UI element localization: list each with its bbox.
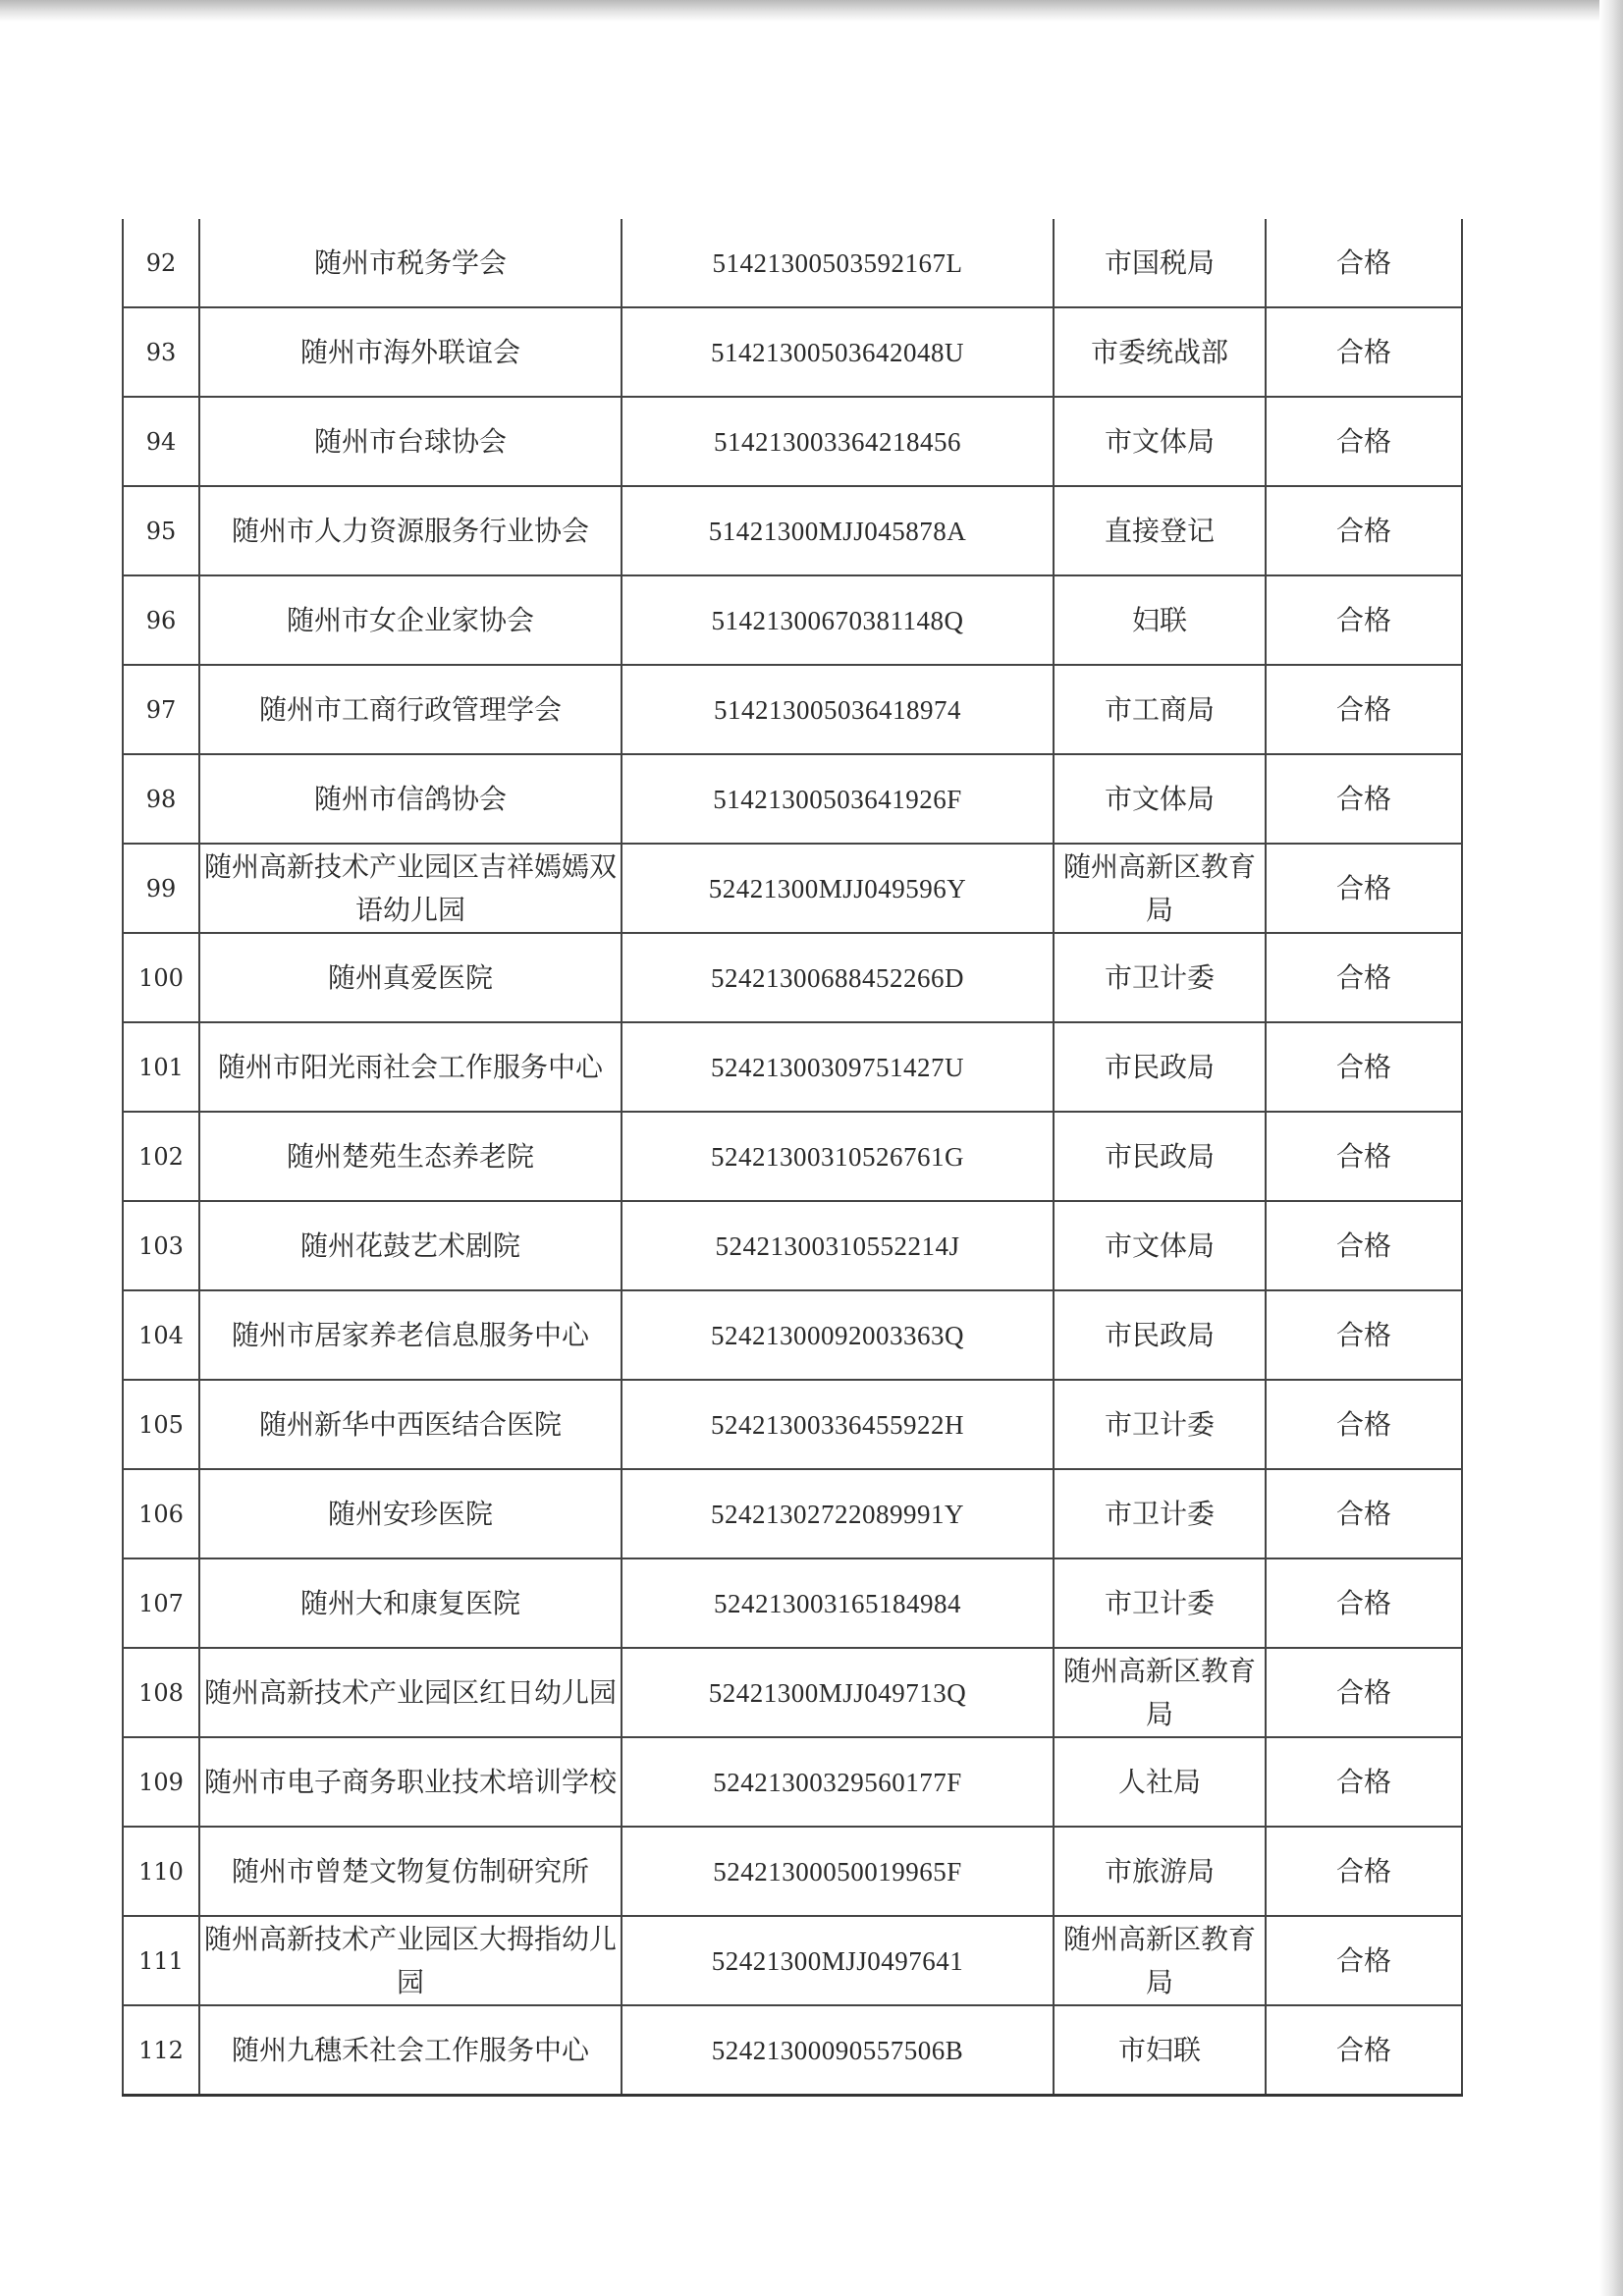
supervising-department: 妇联 <box>1054 575 1266 665</box>
inspection-result: 合格 <box>1266 1022 1462 1112</box>
credit-code: 52421300310552214J <box>622 1201 1054 1290</box>
row-number: 101 <box>123 1022 199 1112</box>
organization-name: 随州新华中西医结合医院 <box>199 1380 622 1469</box>
inspection-result: 合格 <box>1266 1737 1462 1827</box>
organization-name: 随州市阳光雨社会工作服务中心 <box>199 1022 622 1112</box>
inspection-result: 合格 <box>1266 575 1462 665</box>
credit-code: 52421300090557506B <box>622 2005 1054 2096</box>
inspection-result: 合格 <box>1266 1648 1462 1737</box>
supervising-department: 直接登记 <box>1054 486 1266 575</box>
inspection-result: 合格 <box>1266 486 1462 575</box>
row-number: 110 <box>123 1827 199 1916</box>
inspection-result: 合格 <box>1266 1827 1462 1916</box>
credit-code: 51421300503642048U <box>622 307 1054 397</box>
inspection-result: 合格 <box>1266 1112 1462 1201</box>
supervising-department: 市国税局 <box>1054 219 1266 307</box>
inspection-result: 合格 <box>1266 665 1462 754</box>
organization-name: 随州市人力资源服务行业协会 <box>199 486 622 575</box>
organization-name: 随州市税务学会 <box>199 219 622 307</box>
organization-name: 随州高新技术产业园区吉祥嫣嫣双语幼儿园 <box>199 844 622 933</box>
credit-code: 52421300MJJ049596Y <box>622 844 1054 933</box>
supervising-department: 市卫计委 <box>1054 933 1266 1022</box>
table-body <box>123 219 1462 2096</box>
table-row <box>123 1469 1462 1558</box>
organization-name: 随州真爱医院 <box>199 933 622 1022</box>
organization-name: 随州九穗禾社会工作服务中心 <box>199 2005 622 2096</box>
inspection-result: 合格 <box>1266 1558 1462 1648</box>
row-number: 92 <box>123 219 199 307</box>
table-row <box>123 1022 1462 1112</box>
inspection-result: 合格 <box>1266 1380 1462 1469</box>
table-row <box>123 1112 1462 1201</box>
inspection-result: 合格 <box>1266 933 1462 1022</box>
credit-code: 514213005036418974 <box>622 665 1054 754</box>
inspection-result: 合格 <box>1266 1916 1462 2005</box>
table-row <box>123 219 1462 307</box>
table-row <box>123 1380 1462 1469</box>
table-row <box>123 397 1462 486</box>
credit-code: 52421300309751427U <box>622 1022 1054 1112</box>
supervising-department: 市卫计委 <box>1054 1380 1266 1469</box>
table-row <box>123 1290 1462 1380</box>
supervising-department: 市旅游局 <box>1054 1827 1266 1916</box>
table-row <box>123 933 1462 1022</box>
table-row <box>123 575 1462 665</box>
supervising-department: 市文体局 <box>1054 754 1266 844</box>
credit-code: 52421300329560177F <box>622 1737 1054 1827</box>
inspection-result: 合格 <box>1266 219 1462 307</box>
credit-code: 52421300MJJ0497641 <box>622 1916 1054 2005</box>
organization-name: 随州市台球协会 <box>199 397 622 486</box>
document-table-wrapper <box>122 219 1463 2097</box>
credit-code: 51421300503592167L <box>622 219 1054 307</box>
scan-shadow-right <box>1599 0 1623 2296</box>
supervising-department: 市民政局 <box>1054 1112 1266 1201</box>
row-number: 107 <box>123 1558 199 1648</box>
organization-inspection-table <box>122 219 1463 2097</box>
table-row <box>123 1201 1462 1290</box>
supervising-department: 市卫计委 <box>1054 1558 1266 1648</box>
supervising-department: 市妇联 <box>1054 2005 1266 2096</box>
credit-code: 52421300688452266D <box>622 933 1054 1022</box>
inspection-result: 合格 <box>1266 1201 1462 1290</box>
table-row <box>123 1827 1462 1916</box>
organization-name: 随州市女企业家协会 <box>199 575 622 665</box>
credit-code: 52421300MJJ049713Q <box>622 1648 1054 1737</box>
inspection-result: 合格 <box>1266 307 1462 397</box>
table-row <box>123 754 1462 844</box>
supervising-department: 市工商局 <box>1054 665 1266 754</box>
organization-name: 随州大和康复医院 <box>199 1558 622 1648</box>
row-number: 106 <box>123 1469 199 1558</box>
row-number: 99 <box>123 844 199 933</box>
row-number: 94 <box>123 397 199 486</box>
row-number: 112 <box>123 2005 199 2096</box>
table-row <box>123 486 1462 575</box>
inspection-result: 合格 <box>1266 754 1462 844</box>
row-number: 97 <box>123 665 199 754</box>
scan-shadow-top <box>0 0 1623 22</box>
supervising-department: 市委统战部 <box>1054 307 1266 397</box>
credit-code: 52421300050019965F <box>622 1827 1054 1916</box>
organization-name: 随州市曾楚文物复仿制研究所 <box>199 1827 622 1916</box>
inspection-result: 合格 <box>1266 844 1462 933</box>
organization-name: 随州市海外联谊会 <box>199 307 622 397</box>
row-number: 103 <box>123 1201 199 1290</box>
organization-name: 随州楚苑生态养老院 <box>199 1112 622 1201</box>
organization-name: 随州花鼓艺术剧院 <box>199 1201 622 1290</box>
supervising-department: 市文体局 <box>1054 1201 1266 1290</box>
table-row <box>123 2005 1462 2096</box>
supervising-department: 随州高新区教育局 <box>1054 1648 1266 1737</box>
row-number: 111 <box>123 1916 199 2005</box>
credit-code: 51421300MJJ045878A <box>622 486 1054 575</box>
organization-name: 随州市信鸽协会 <box>199 754 622 844</box>
supervising-department: 市民政局 <box>1054 1022 1266 1112</box>
credit-code: 52421300336455922H <box>622 1380 1054 1469</box>
table-row <box>123 1648 1462 1737</box>
supervising-department: 市卫计委 <box>1054 1469 1266 1558</box>
table-row <box>123 1737 1462 1827</box>
table-row <box>123 1558 1462 1648</box>
row-number: 105 <box>123 1380 199 1469</box>
inspection-result: 合格 <box>1266 397 1462 486</box>
credit-code: 514213003364218456 <box>622 397 1054 486</box>
inspection-result: 合格 <box>1266 2005 1462 2096</box>
row-number: 93 <box>123 307 199 397</box>
inspection-result: 合格 <box>1266 1290 1462 1380</box>
organization-name: 随州市电子商务职业技术培训学校 <box>199 1737 622 1827</box>
organization-name: 随州高新技术产业园区红日幼儿园 <box>199 1648 622 1737</box>
credit-code: 524213003165184984 <box>622 1558 1054 1648</box>
supervising-department: 人社局 <box>1054 1737 1266 1827</box>
inspection-result: 合格 <box>1266 1469 1462 1558</box>
row-number: 96 <box>123 575 199 665</box>
supervising-department: 随州高新区教育局 <box>1054 844 1266 933</box>
supervising-department: 市民政局 <box>1054 1290 1266 1380</box>
table-row <box>123 1916 1462 2005</box>
table-row <box>123 665 1462 754</box>
credit-code: 51421300503641926F <box>622 754 1054 844</box>
row-number: 104 <box>123 1290 199 1380</box>
credit-code: 52421302722089991Y <box>622 1469 1054 1558</box>
table-row <box>123 844 1462 933</box>
credit-code: 52421300092003363Q <box>622 1290 1054 1380</box>
row-number: 102 <box>123 1112 199 1201</box>
organization-name: 随州安珍医院 <box>199 1469 622 1558</box>
table-row <box>123 307 1462 397</box>
row-number: 95 <box>123 486 199 575</box>
row-number: 108 <box>123 1648 199 1737</box>
supervising-department: 市文体局 <box>1054 397 1266 486</box>
supervising-department: 随州高新区教育局 <box>1054 1916 1266 2005</box>
credit-code: 52421300310526761G <box>622 1112 1054 1201</box>
organization-name: 随州高新技术产业园区大拇指幼儿园 <box>199 1916 622 2005</box>
organization-name: 随州市居家养老信息服务中心 <box>199 1290 622 1380</box>
row-number: 100 <box>123 933 199 1022</box>
organization-name: 随州市工商行政管理学会 <box>199 665 622 754</box>
row-number: 98 <box>123 754 199 844</box>
row-number: 109 <box>123 1737 199 1827</box>
credit-code: 51421300670381148Q <box>622 575 1054 665</box>
